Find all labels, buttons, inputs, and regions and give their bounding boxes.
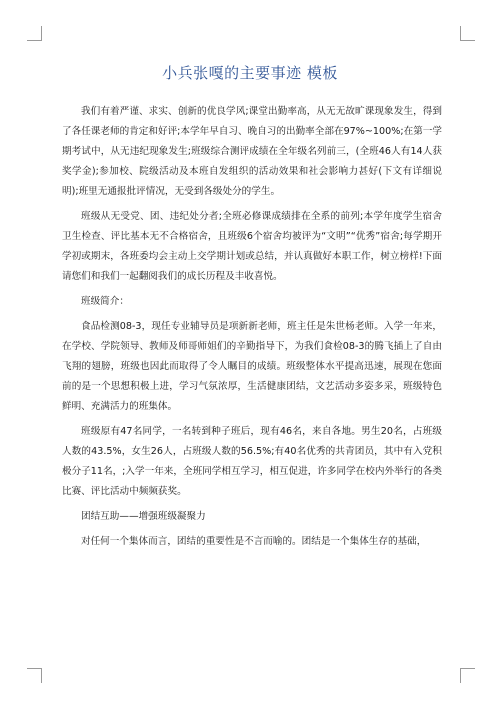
document-title: 小兵张嘎的主要事迹 模板 — [162, 64, 338, 82]
crop-mark-top-right — [460, 26, 475, 41]
paragraph-study-style: 我们有着严谨、求实、创新的优良学风;课堂出勤率高，从无无故旷课现象发生，得到了各任课老师的肯定和好评;本学年早自习、晚自习的出勤率全部在97%~100%;在第一学期考试中，从无违纪现象发生;班级综合测评成绩在全年级名列前三，(全班46人有14人获奖学金);参加校、院级活动及本班自发组织的活动效果和社会影响力甚好(下文有详细说明);班里无通报批评情况，无受到各级处分的学生。 — [62, 106, 442, 197]
paragraph-class-members: 班级原有47名同学，一名转到种子班后，现有46名，来自各地。男生20名，占班级人数的43.5%，女生26人，占班级人数的56.5%;有40名优秀的共青团员，其中有入党积极分子11名，;入学一年来，全班同学相互学习，相互促进，许多同学在校内外举行的各类比赛、评比活动中频频获奖。 — [62, 426, 443, 497]
crop-mark-bottom-left — [27, 668, 42, 683]
paragraph-class-intro: 食品检测08-3，现任专业辅导员是项新新老师，班主任是朱世杨老师。入学一年来，在学校、学院领导、教师及师哥师姐们的辛勤指导下，为我们食检08-3的腾飞插上了自由飞翔的翅膀，班级也因此而取得了令人瞩目的成绩。班级整体水平提高迅速，展现在您面前的是一个思想积极上进，学习气氛浓厚，生活健康团结，文艺活动多姿多采，班级特色鲜明、充满活力的班集体。 — [62, 321, 442, 412]
document-body — [62, 102, 442, 557]
crop-mark-top-left — [27, 26, 42, 41]
crop-mark-bottom-right — [460, 668, 475, 683]
paragraph-discipline: 班级从无受党、团、违纪处分者;全班必修课成绩排在全系的前列;本学年度学生宿舍卫生检查、评比基本无不合格宿舍，且班级6个宿舍均被评为“文明”“优秀”宿舍;每学期开学初或期末，各班委均会主动上交学期计划或总结，并认真做好本职工作，树立榜样!下面请您们和我们一起翻阅我们的成长历程及丰收喜悦。 — [62, 211, 442, 282]
section-heading-unity: 团结互助——增强班级凝聚力 — [81, 511, 206, 522]
paragraph-unity: 对任何一个集体而言，团结的重要性是不言而喻的。团结是一个集体生存的基础， — [81, 536, 427, 547]
section-heading-class-intro: 班级简介： — [81, 296, 129, 307]
